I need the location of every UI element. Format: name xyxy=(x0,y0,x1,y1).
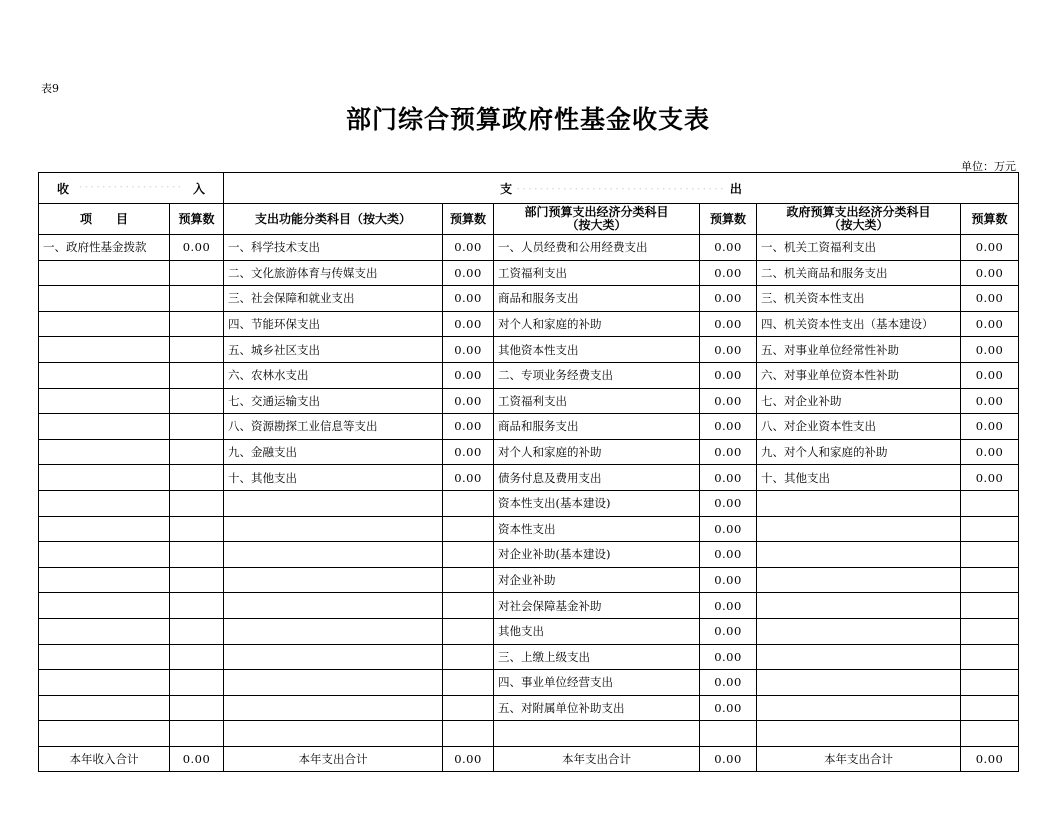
income-amount-cell xyxy=(170,721,224,747)
dept-economic-amount-cell: 0.00 xyxy=(700,260,757,286)
gov-economic-amount-cell xyxy=(961,490,1019,516)
function-item-cell xyxy=(224,516,443,542)
gov-economic-amount-cell: 0.00 xyxy=(961,311,1019,337)
function-amount-cell xyxy=(443,618,494,644)
gov-economic-amount-cell xyxy=(961,567,1019,593)
header-line: 政府预算支出经济分类科目 xyxy=(786,205,931,219)
gov-economic-amount-cell xyxy=(961,695,1019,721)
function-item-cell: 本年支出合计 xyxy=(224,746,443,772)
income-amount-cell xyxy=(170,414,224,440)
income-item-cell xyxy=(39,542,170,568)
dept-economic-amount-cell: 0.00 xyxy=(700,644,757,670)
table-row xyxy=(39,567,1019,593)
dept-economic-amount-cell: 0.00 xyxy=(700,516,757,542)
dept-economic-amount-cell: 0.00 xyxy=(700,286,757,312)
gov-economic-item-cell: 二、机关商品和服务支出 xyxy=(757,260,961,286)
income-item-cell xyxy=(39,567,170,593)
income-item-cell xyxy=(39,721,170,747)
function-item-cell xyxy=(224,644,443,670)
function-amount-cell: 0.00 xyxy=(443,388,494,414)
table-row xyxy=(39,593,1019,619)
table-row xyxy=(39,670,1019,696)
dept-economic-item-cell: 其他支出 xyxy=(494,618,700,644)
header-budget: 预算数 xyxy=(443,204,494,235)
function-amount-cell: 0.00 xyxy=(443,235,494,261)
gov-economic-amount-cell xyxy=(961,618,1019,644)
table-row xyxy=(39,362,1019,388)
dept-economic-amount-cell xyxy=(700,721,757,747)
header-dept-economic-category xyxy=(494,204,700,235)
dept-economic-amount-cell: 0.00 xyxy=(700,414,757,440)
income-item-cell xyxy=(39,414,170,440)
function-item-cell: 三、社会保障和就业支出 xyxy=(224,286,443,312)
gov-economic-amount-cell xyxy=(961,542,1019,568)
table-row xyxy=(39,260,1019,286)
gov-economic-item-cell: 五、对事业单位经常性补助 xyxy=(757,337,961,363)
income-item-cell xyxy=(39,286,170,312)
gov-economic-item-cell: 七、对企业补助 xyxy=(757,388,961,414)
function-amount-cell xyxy=(443,670,494,696)
income-amount-cell xyxy=(170,567,224,593)
dept-economic-amount-cell: 0.00 xyxy=(700,439,757,465)
income-item-cell xyxy=(39,337,170,363)
budget-table xyxy=(38,172,1019,772)
function-item-cell xyxy=(224,721,443,747)
function-item-cell: 七、交通运输支出 xyxy=(224,388,443,414)
income-item-cell xyxy=(39,593,170,619)
header-line: 部门预算支出经济分类科目 xyxy=(524,205,669,219)
function-item-cell: 四、节能环保支出 xyxy=(224,311,443,337)
gov-economic-amount-cell: 0.00 xyxy=(961,235,1019,261)
function-amount-cell: 0.00 xyxy=(443,465,494,491)
income-item-cell xyxy=(39,311,170,337)
dept-economic-item-cell: 一、人员经费和公用经费支出 xyxy=(494,235,700,261)
gov-economic-amount-cell xyxy=(961,721,1019,747)
gov-economic-amount-cell: 0.00 xyxy=(961,286,1019,312)
gov-economic-amount-cell: 0.00 xyxy=(961,362,1019,388)
gov-economic-item-cell: 四、机关资本性支出（基本建设） xyxy=(757,311,961,337)
header-item: 项 目 xyxy=(39,204,170,235)
income-item-cell xyxy=(39,465,170,491)
income-amount-cell xyxy=(170,490,224,516)
income-item-cell xyxy=(39,388,170,414)
dept-economic-item-cell: 本年支出合计 xyxy=(494,746,700,772)
totals-row xyxy=(39,746,1019,772)
income-amount-cell xyxy=(170,260,224,286)
gov-economic-item-cell: 三、机关资本性支出 xyxy=(757,286,961,312)
gov-economic-item-cell xyxy=(757,695,961,721)
dept-economic-item-cell: 对企业补助 xyxy=(494,567,700,593)
income-item-cell: 一、政府性基金拨款 xyxy=(39,235,170,261)
gov-economic-amount-cell: 0.00 xyxy=(961,439,1019,465)
income-item-cell xyxy=(39,490,170,516)
dotted-leader: ·················· xyxy=(78,179,184,194)
dept-economic-item-cell: 三、上缴上级支出 xyxy=(494,644,700,670)
table-row xyxy=(39,439,1019,465)
gov-economic-item-cell: 十、其他支出 xyxy=(757,465,961,491)
unit-label: 单位：万元 xyxy=(961,160,1016,173)
income-label-right: 入 xyxy=(193,181,206,196)
function-amount-cell: 0.00 xyxy=(443,439,494,465)
function-amount-cell xyxy=(443,542,494,568)
gov-economic-item-cell: 八、对企业资本性支出 xyxy=(757,414,961,440)
dept-economic-amount-cell: 0.00 xyxy=(700,695,757,721)
gov-economic-item-cell xyxy=(757,644,961,670)
dept-economic-item-cell: 商品和服务支出 xyxy=(494,414,700,440)
table-row xyxy=(39,644,1019,670)
dept-economic-amount-cell: 0.00 xyxy=(700,746,757,772)
gov-economic-amount-cell: 0.00 xyxy=(961,388,1019,414)
gov-economic-item-cell xyxy=(757,490,961,516)
function-amount-cell xyxy=(443,490,494,516)
column-header-row xyxy=(39,204,1019,235)
function-amount-cell: 0.00 xyxy=(443,362,494,388)
income-amount-cell xyxy=(170,362,224,388)
gov-economic-amount-cell xyxy=(961,593,1019,619)
function-item-cell: 六、农林水支出 xyxy=(224,362,443,388)
dept-economic-amount-cell: 0.00 xyxy=(700,618,757,644)
income-item-cell xyxy=(39,670,170,696)
dept-economic-item-cell xyxy=(494,721,700,747)
dept-economic-item-cell: 工资福利支出 xyxy=(494,388,700,414)
dept-economic-amount-cell: 0.00 xyxy=(700,567,757,593)
table-row xyxy=(39,388,1019,414)
table-row xyxy=(39,516,1019,542)
dept-economic-item-cell: 对个人和家庭的补助 xyxy=(494,439,700,465)
function-item-cell: 八、资源勘探工业信息等支出 xyxy=(224,414,443,440)
dept-economic-item-cell: 对个人和家庭的补助 xyxy=(494,311,700,337)
gov-economic-amount-cell xyxy=(961,670,1019,696)
table-row xyxy=(39,311,1019,337)
function-amount-cell: 0.00 xyxy=(443,414,494,440)
income-item-cell xyxy=(39,362,170,388)
function-amount-cell xyxy=(443,516,494,542)
gov-economic-amount-cell xyxy=(961,644,1019,670)
dept-economic-amount-cell: 0.00 xyxy=(700,670,757,696)
function-item-cell xyxy=(224,490,443,516)
dept-economic-item-cell: 四、事业单位经营支出 xyxy=(494,670,700,696)
function-amount-cell xyxy=(443,593,494,619)
dept-economic-amount-cell: 0.00 xyxy=(700,337,757,363)
income-amount-cell xyxy=(170,516,224,542)
gov-economic-item-cell: 九、对个人和家庭的补助 xyxy=(757,439,961,465)
income-amount-cell: 0.00 xyxy=(170,235,224,261)
gov-economic-item-cell xyxy=(757,516,961,542)
header-budget: 预算数 xyxy=(170,204,224,235)
income-amount-cell xyxy=(170,337,224,363)
table-row xyxy=(39,542,1019,568)
function-amount-cell xyxy=(443,567,494,593)
income-item-cell xyxy=(39,260,170,286)
function-item-cell xyxy=(224,542,443,568)
function-item-cell: 二、文化旅游体育与传媒支出 xyxy=(224,260,443,286)
table-row xyxy=(39,414,1019,440)
income-amount-cell xyxy=(170,593,224,619)
income-amount-cell xyxy=(170,311,224,337)
header-budget: 预算数 xyxy=(961,204,1019,235)
income-amount-cell xyxy=(170,286,224,312)
dept-economic-amount-cell: 0.00 xyxy=(700,311,757,337)
income-item-cell xyxy=(39,516,170,542)
dept-economic-amount-cell: 0.00 xyxy=(700,388,757,414)
function-item-cell: 五、城乡社区支出 xyxy=(224,337,443,363)
table-row xyxy=(39,286,1019,312)
expense-section-header xyxy=(224,173,1019,204)
income-item-cell xyxy=(39,618,170,644)
dept-economic-item-cell: 资本性支出(基本建设) xyxy=(494,490,700,516)
table-row xyxy=(39,465,1019,491)
dept-economic-item-cell: 对社会保障基金补助 xyxy=(494,593,700,619)
dept-economic-item-cell: 其他资本性支出 xyxy=(494,337,700,363)
function-item-cell: 十、其他支出 xyxy=(224,465,443,491)
gov-economic-item-cell xyxy=(757,670,961,696)
function-item-cell: 九、金融支出 xyxy=(224,439,443,465)
income-label-left: 收 xyxy=(57,181,70,196)
income-item-cell xyxy=(39,439,170,465)
expense-label-right: 出 xyxy=(729,181,742,196)
function-amount-cell: 0.00 xyxy=(443,746,494,772)
dept-economic-amount-cell: 0.00 xyxy=(700,490,757,516)
income-amount-cell xyxy=(170,388,224,414)
function-amount-cell: 0.00 xyxy=(443,260,494,286)
gov-economic-amount-cell: 0.00 xyxy=(961,260,1019,286)
table-row xyxy=(39,490,1019,516)
gov-economic-item-cell xyxy=(757,542,961,568)
gov-economic-item-cell: 一、机关工资福利支出 xyxy=(757,235,961,261)
function-amount-cell xyxy=(443,695,494,721)
dept-economic-item-cell: 工资福利支出 xyxy=(494,260,700,286)
dept-economic-amount-cell: 0.00 xyxy=(700,542,757,568)
table-row xyxy=(39,235,1019,261)
gov-economic-amount-cell: 0.00 xyxy=(961,465,1019,491)
gov-economic-amount-cell: 0.00 xyxy=(961,746,1019,772)
gov-economic-item-cell: 本年支出合计 xyxy=(757,746,961,772)
function-item-cell xyxy=(224,567,443,593)
gov-economic-item-cell xyxy=(757,593,961,619)
gov-economic-item-cell xyxy=(757,618,961,644)
function-item-cell: 一、科学技术支出 xyxy=(224,235,443,261)
table-row xyxy=(39,721,1019,747)
function-item-cell xyxy=(224,670,443,696)
function-amount-cell xyxy=(443,721,494,747)
income-amount-cell: 0.00 xyxy=(170,746,224,772)
income-section-header xyxy=(39,173,224,204)
function-item-cell xyxy=(224,618,443,644)
dept-economic-item-cell: 商品和服务支出 xyxy=(494,286,700,312)
dept-economic-item-cell: 五、对附属单位补助支出 xyxy=(494,695,700,721)
dotted-leader: ·················· xyxy=(621,181,726,196)
table-row xyxy=(39,337,1019,363)
dept-economic-amount-cell: 0.00 xyxy=(700,235,757,261)
dept-economic-item-cell: 对企业补助(基本建设) xyxy=(494,542,700,568)
gov-economic-amount-cell: 0.00 xyxy=(961,337,1019,363)
income-item-cell xyxy=(39,644,170,670)
income-item-cell xyxy=(39,695,170,721)
expense-label-left: 支 xyxy=(500,181,513,196)
header-line: （按大类） xyxy=(566,218,627,232)
function-item-cell xyxy=(224,695,443,721)
dept-economic-amount-cell: 0.00 xyxy=(700,362,757,388)
document-title: 部门综合预算政府性基金收支表 xyxy=(345,105,710,134)
table-number: 表9 xyxy=(41,82,59,95)
function-amount-cell: 0.00 xyxy=(443,286,494,312)
income-amount-cell xyxy=(170,695,224,721)
function-item-cell xyxy=(224,593,443,619)
income-amount-cell xyxy=(170,670,224,696)
gov-economic-amount-cell xyxy=(961,516,1019,542)
dept-economic-item-cell: 资本性支出 xyxy=(494,516,700,542)
income-amount-cell xyxy=(170,542,224,568)
income-amount-cell xyxy=(170,439,224,465)
income-item-cell: 本年收入合计 xyxy=(39,746,170,772)
dept-economic-amount-cell: 0.00 xyxy=(700,465,757,491)
table-row xyxy=(39,618,1019,644)
table-row xyxy=(39,695,1019,721)
income-amount-cell xyxy=(170,618,224,644)
function-amount-cell: 0.00 xyxy=(443,337,494,363)
dept-economic-item-cell: 二、专项业务经费支出 xyxy=(494,362,700,388)
section-header-row xyxy=(39,173,1019,204)
gov-economic-item-cell: 六、对事业单位资本性补助 xyxy=(757,362,961,388)
dotted-leader: ·················· xyxy=(516,181,622,196)
dept-economic-amount-cell: 0.00 xyxy=(700,593,757,619)
gov-economic-item-cell xyxy=(757,567,961,593)
function-amount-cell xyxy=(443,644,494,670)
function-amount-cell: 0.00 xyxy=(443,311,494,337)
gov-economic-amount-cell: 0.00 xyxy=(961,414,1019,440)
header-budget: 预算数 xyxy=(700,204,757,235)
dept-economic-item-cell: 债务付息及费用支出 xyxy=(494,465,700,491)
header-line: （按大类） xyxy=(828,218,889,232)
income-amount-cell xyxy=(170,465,224,491)
header-function-category: 支出功能分类科目（按大类） xyxy=(224,204,443,235)
header-gov-economic-category xyxy=(757,204,961,235)
gov-economic-item-cell xyxy=(757,721,961,747)
income-amount-cell xyxy=(170,644,224,670)
